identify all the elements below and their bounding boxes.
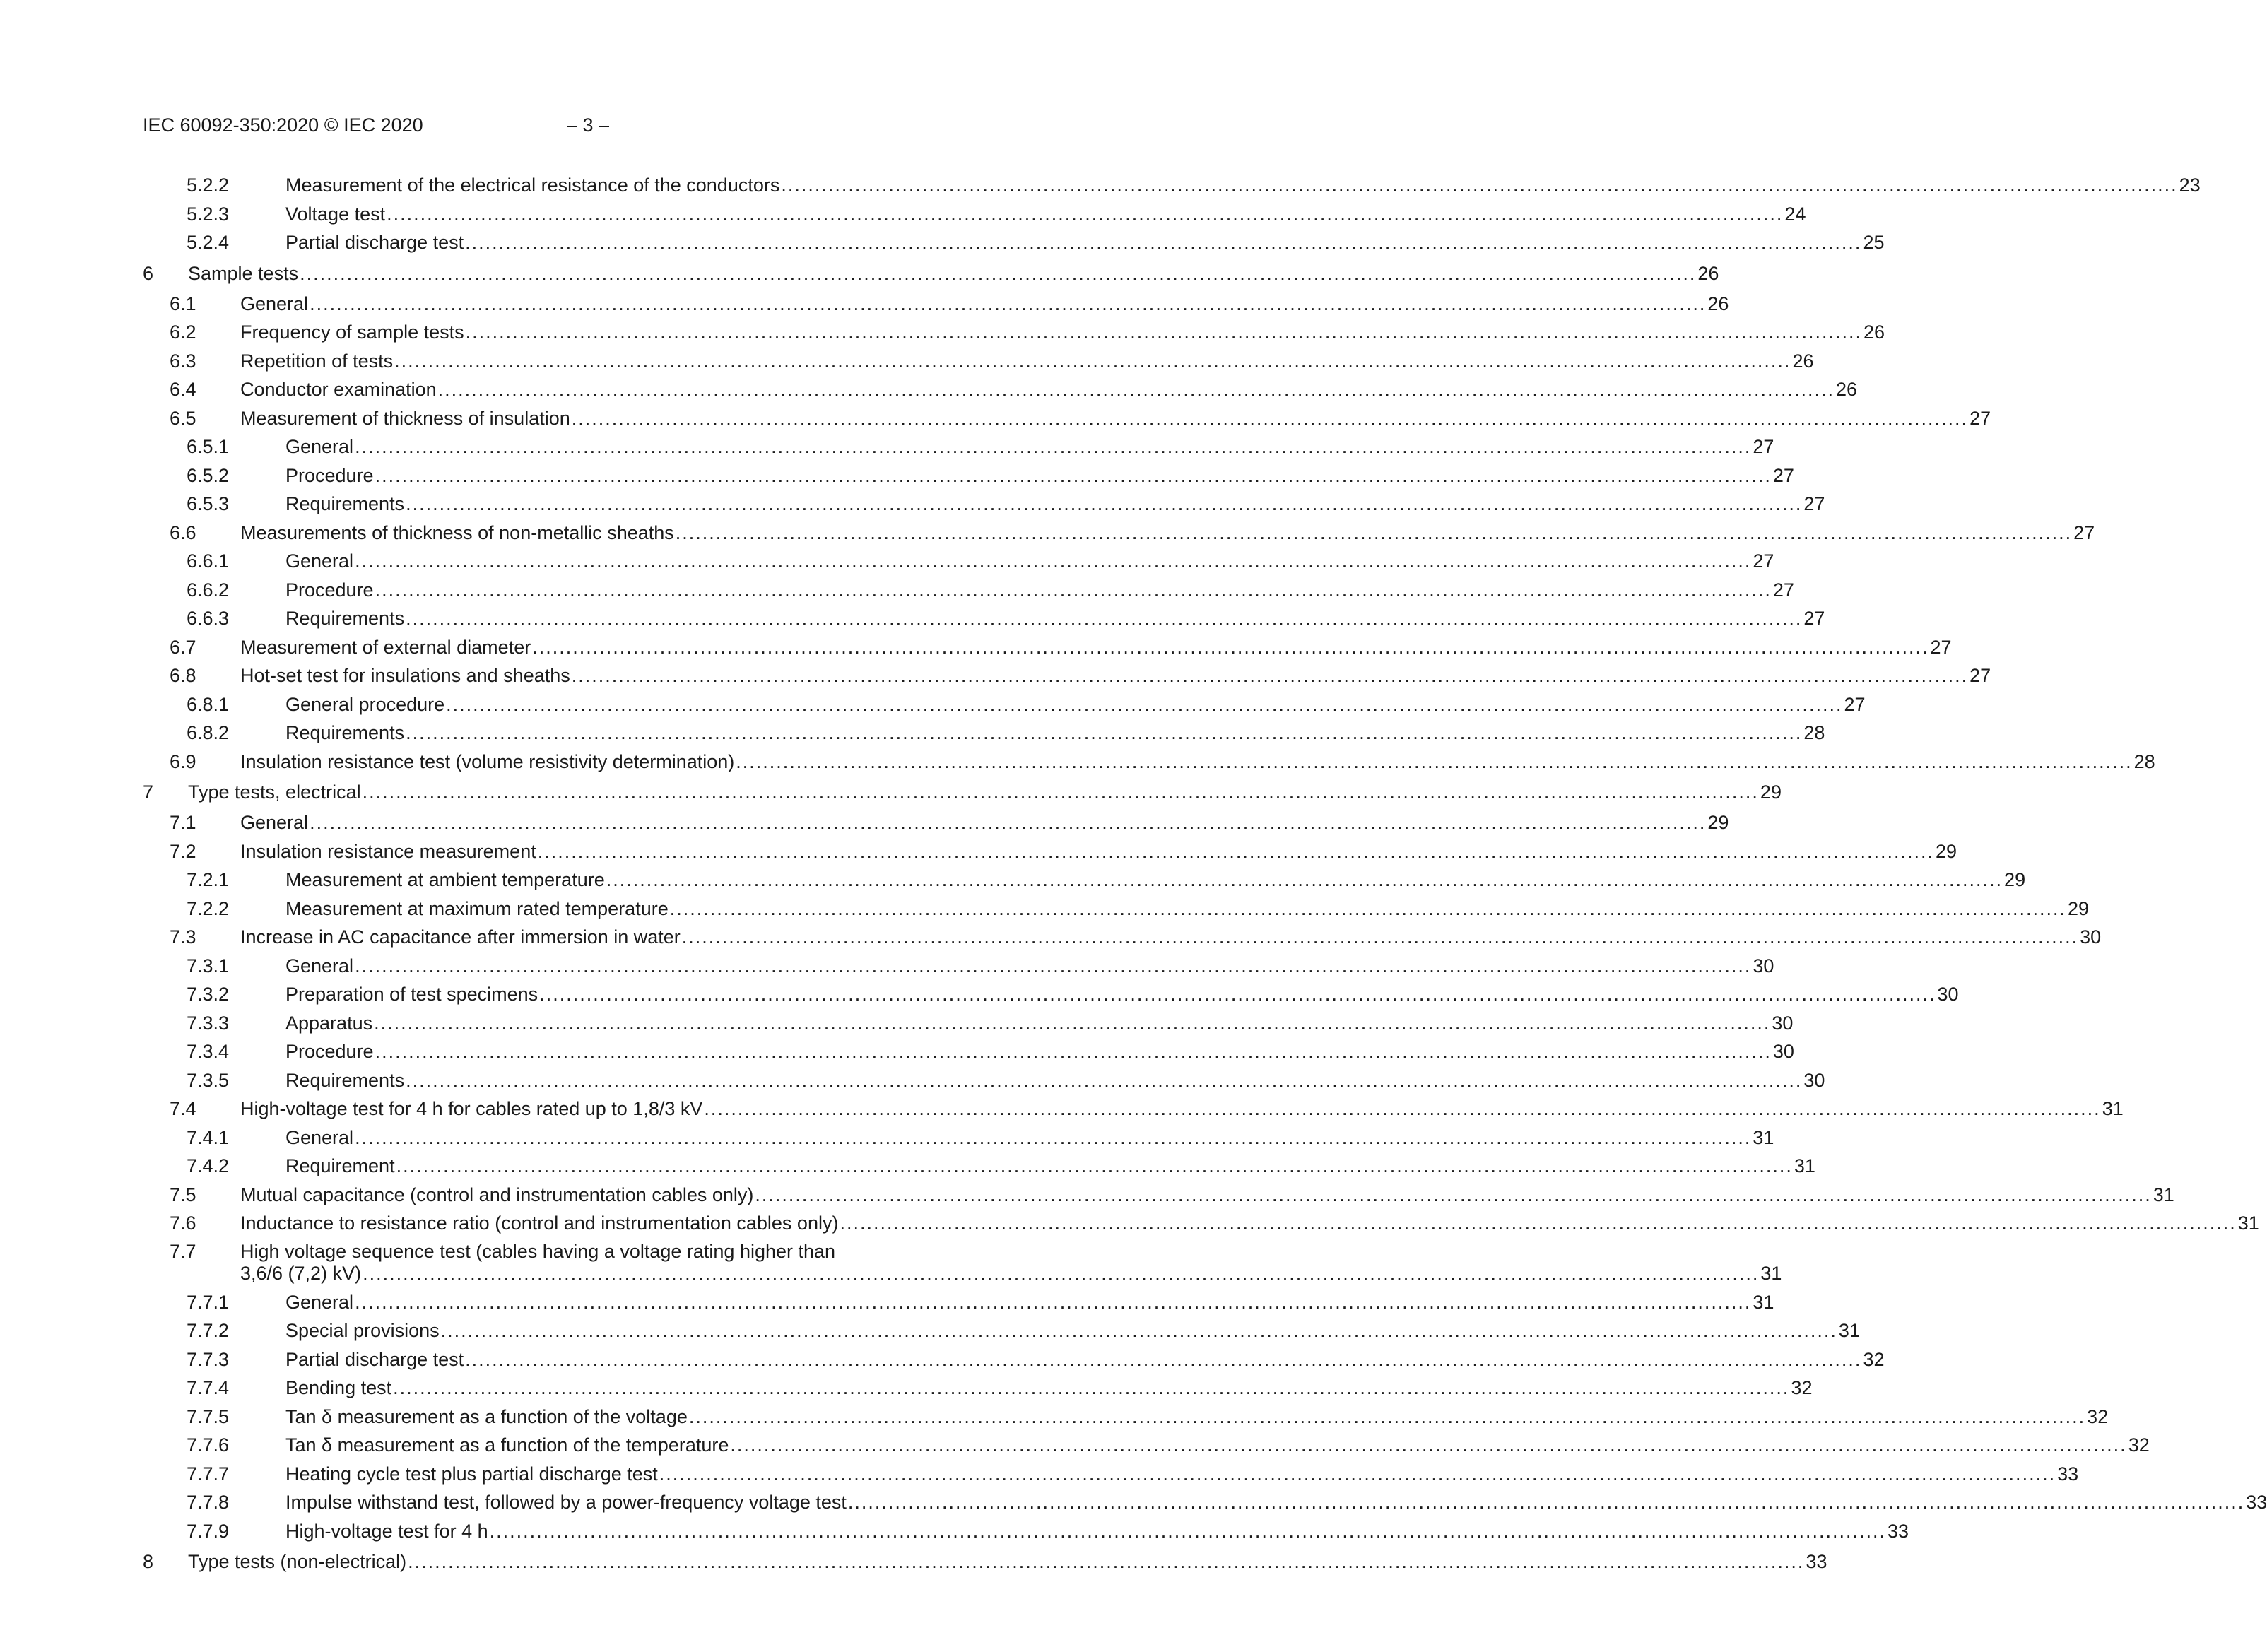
toc-entry-title: Type tests, electrical: [188, 781, 361, 803]
toc-entry-page: 26: [1792, 350, 1814, 372]
toc-entry[interactable]: [143, 1238, 1782, 1288]
dot-leader: [375, 576, 1772, 605]
toc-entry[interactable]: [143, 257, 1719, 290]
toc-entry[interactable]: [143, 1545, 1827, 1578]
dot-leader: [310, 808, 1706, 837]
toc-entry-page: 27: [1753, 550, 1774, 572]
toc-entry-title: Preparation of test specimens: [285, 984, 538, 1005]
toc-entry-title: Increase in AC capacitance after immersion in water: [240, 926, 681, 948]
toc-entry[interactable]: [143, 1403, 2109, 1432]
toc-entry-page: 27: [1803, 493, 1825, 514]
dot-leader: [572, 661, 1968, 690]
toc-entry[interactable]: [143, 1009, 1794, 1038]
toc-entry-title: Measurement at maximum rated temperature: [285, 897, 669, 919]
toc-entry-page: 26: [1835, 379, 1858, 400]
dot-leader: [670, 895, 2066, 924]
toc-entry-number: 6.5.3: [187, 493, 230, 514]
dot-leader: [659, 1460, 2056, 1489]
toc-entry-title: Sample tests: [188, 262, 299, 284]
toc-entry[interactable]: [143, 318, 1885, 347]
toc-entry-number: 6: [143, 262, 154, 284]
toc-entry-page: 27: [2073, 521, 2095, 543]
toc-entry[interactable]: [143, 661, 1991, 690]
toc-entry-page: 31: [2102, 1098, 2124, 1119]
toc-entry-number: 7.3.1: [187, 955, 230, 977]
toc-entry-page: 30: [1937, 984, 1959, 1005]
toc-entry-page: 30: [1772, 1041, 1794, 1062]
toc-entry-page: 27: [1969, 665, 1991, 686]
toc-entry-title: High-voltage test for 4 h: [285, 1520, 488, 1542]
toc-entry[interactable]: [143, 404, 1991, 433]
toc-entry-title: Requirements: [285, 493, 405, 514]
toc-entry-page: 27: [1772, 464, 1794, 486]
toc-entry[interactable]: [143, 895, 2090, 924]
dot-leader: [355, 547, 1751, 576]
toc-entry-number: 5.2.3: [187, 203, 230, 225]
document-id: IEC 60092-350:2020 © IEC 2020: [143, 114, 423, 136]
toc-entry-page: 31: [1838, 1320, 1860, 1341]
toc-entry[interactable]: [143, 808, 1729, 837]
toc-entry[interactable]: [143, 604, 1825, 633]
toc-entry-title: Partial discharge test: [285, 1348, 464, 1370]
toc-entry-title: High-voltage test for 4 h for cables rated up to 1,8/3 kV: [240, 1098, 703, 1119]
toc-entry-page: 26: [1697, 262, 1719, 284]
toc-entry-page: 33: [1806, 1551, 1827, 1572]
dot-leader: [465, 228, 1861, 257]
toc-entry[interactable]: [143, 1517, 1909, 1546]
toc-entry[interactable]: [143, 461, 1794, 490]
dot-leader: [396, 1152, 1793, 1181]
toc-entry-number: 6.7: [170, 636, 196, 658]
toc-entry-number: 7.3: [170, 926, 196, 948]
dot-leader: [466, 318, 1862, 347]
toc-entry[interactable]: [143, 1488, 2267, 1517]
toc-entry[interactable]: [143, 1431, 2150, 1460]
toc-entry-title: General: [285, 550, 354, 572]
dot-leader: [406, 604, 1802, 633]
dot-leader: [572, 404, 1968, 433]
toc-entry-title: Type tests (non-electrical): [188, 1551, 407, 1572]
dot-leader: [387, 200, 1783, 229]
toc-entry[interactable]: [143, 748, 2155, 777]
toc-entry-page: 27: [1930, 636, 1952, 658]
toc-entry-title: Apparatus: [285, 1012, 373, 1034]
toc-entry-title: General procedure: [285, 693, 445, 715]
toc-entry-page: 33: [2057, 1463, 2079, 1485]
toc-entry-number: 6.2: [170, 321, 196, 343]
toc-entry-page: 24: [1784, 203, 1806, 225]
toc-entry[interactable]: [143, 1181, 2174, 1210]
dot-leader: [682, 923, 2078, 952]
toc-entry[interactable]: [143, 952, 1774, 981]
toc-entry-title: Requirements: [285, 1069, 405, 1091]
toc-entry-page: 29: [2068, 897, 2090, 919]
toc-entry-number: 6.6: [170, 521, 196, 543]
toc-entry-number: 6.6.3: [187, 608, 230, 629]
toc-entry-number: 7.2: [170, 840, 196, 862]
dot-leader: [465, 1345, 1861, 1374]
toc-entry[interactable]: [143, 171, 2201, 200]
dot-leader: [363, 1263, 1759, 1285]
toc-entry-number: 7.7.2: [187, 1320, 230, 1341]
toc-entry[interactable]: [143, 837, 1957, 866]
toc-entry-page: 33: [2246, 1492, 2267, 1513]
toc-entry-number: 7.4.1: [187, 1126, 230, 1148]
toc-entry-number: 5.2.4: [187, 232, 230, 253]
toc-entry[interactable]: [143, 519, 2095, 548]
toc-entry[interactable]: [143, 1152, 1815, 1181]
toc-entry-title: Insulation resistance test (volume resistivity determination): [240, 750, 735, 772]
toc-entry-number: 7.7.9: [187, 1520, 230, 1542]
toc-entry-page: 29: [1760, 781, 1782, 803]
toc-entry[interactable]: [143, 690, 1866, 719]
toc-entry-title: Conductor examination: [240, 379, 437, 400]
dot-leader: [310, 290, 1706, 319]
toc-entry-page: 31: [1753, 1291, 1774, 1313]
toc-entry[interactable]: [143, 347, 1814, 376]
toc-entry-number: 6.3: [170, 350, 196, 372]
toc-entry-number: 8: [143, 1551, 154, 1572]
toc-entry-page: 26: [1863, 321, 1885, 343]
dot-leader: [355, 432, 1751, 461]
toc-entry-title: Measurement at ambient temperature: [285, 869, 605, 890]
toc-entry-title: Requirement: [285, 1155, 395, 1176]
dot-leader: [441, 1316, 1837, 1345]
toc-entry[interactable]: [143, 719, 1825, 748]
toc-entry[interactable]: [143, 1316, 1860, 1345]
toc-entry-page: 27: [1803, 608, 1825, 629]
toc-entry-title: General: [285, 1291, 354, 1313]
dot-leader: [736, 748, 2132, 777]
toc-entry[interactable]: [143, 923, 2102, 952]
toc-entry[interactable]: [143, 490, 1825, 519]
toc-entry[interactable]: [143, 1345, 1885, 1374]
toc-entry[interactable]: [143, 980, 1959, 1009]
toc-entry-number: 6.8.1: [187, 693, 230, 715]
toc-entry[interactable]: [143, 1374, 1813, 1403]
toc-entry-page: 32: [2128, 1434, 2150, 1456]
toc-entry[interactable]: [143, 866, 2026, 895]
toc-entry-title: Requirements: [285, 722, 405, 743]
toc-entry-number: 7.3.4: [187, 1041, 230, 1062]
toc-entry-number: 7.5: [170, 1184, 196, 1205]
dot-leader: [490, 1517, 1886, 1546]
toc-entry-number: 7.3.5: [187, 1069, 230, 1091]
toc-entry-title: Measurement of thickness of insulation: [240, 407, 570, 429]
toc-entry-page: 27: [1969, 407, 1991, 429]
toc-entry-number: 7.7.3: [187, 1348, 230, 1370]
toc-entry-title: Tan δ measurement as a function of the voltage: [285, 1405, 688, 1427]
toc-entry-number: 6.6.2: [187, 579, 230, 601]
toc-entry-title: Voltage test: [285, 203, 386, 225]
toc-entry-number: 6.4: [170, 379, 196, 400]
toc-entry-title: Measurement of external diameter: [240, 636, 531, 658]
toc-entry-number: 7.7: [170, 1240, 196, 1262]
toc-entry-number: 7: [143, 781, 154, 803]
toc-entry[interactable]: [143, 1037, 1794, 1066]
toc-entry-number: 7.7.6: [187, 1434, 230, 1456]
toc-entry-number: 7.4: [170, 1098, 196, 1119]
toc-entry-page: 30: [2080, 926, 2102, 948]
toc-entry-title: Partial discharge test: [285, 232, 464, 253]
toc-entry-number: 7.2.1: [187, 869, 230, 890]
dot-leader: [363, 776, 1759, 808]
toc-entry[interactable]: [143, 1288, 1774, 1317]
toc-entry-page: 31: [2153, 1184, 2174, 1205]
dot-leader: [730, 1431, 2126, 1460]
toc-entry-number: 7.1: [170, 812, 196, 833]
dot-leader: [300, 257, 1696, 290]
toc-entry-page: 25: [1863, 232, 1885, 253]
toc-entry-page: 28: [1803, 722, 1825, 743]
toc-entry-title: Tan δ measurement as a function of the temperature: [285, 1434, 729, 1456]
dot-leader: [446, 690, 1842, 719]
dot-leader: [438, 375, 1835, 404]
toc-entry[interactable]: [143, 200, 1806, 229]
dot-leader: [408, 1545, 1804, 1578]
dot-leader: [840, 1209, 2236, 1238]
toc-entry-title: Inductance to resistance ratio (control and instrumentation cables only): [240, 1213, 839, 1234]
toc-entry-number: 7.7.7: [187, 1463, 230, 1485]
dot-leader: [689, 1403, 2085, 1432]
dot-leader: [606, 866, 2003, 895]
toc-entry-number: 7.6: [170, 1213, 196, 1234]
toc-entry-number: 7.7.5: [187, 1405, 230, 1427]
toc-entry-page: 31: [1753, 1126, 1774, 1148]
toc-entry-number: 6.5.1: [187, 436, 230, 457]
page-number: – 3 –: [567, 114, 610, 136]
dot-leader: [355, 1123, 1751, 1152]
toc-entry-title: Hot-set test for insulations and sheaths: [240, 665, 570, 686]
dot-leader: [375, 1037, 1772, 1066]
toc-entry-page: 31: [1794, 1155, 1815, 1176]
toc-entry[interactable]: [143, 633, 1952, 662]
toc-entry-page: 30: [1753, 955, 1774, 977]
toc-entry-title: Repetition of tests: [240, 350, 394, 372]
dot-leader: [676, 519, 2072, 548]
toc-entry[interactable]: [143, 290, 1729, 319]
toc-entry-page: 31: [2237, 1213, 2259, 1234]
toc-entry-title: General: [240, 812, 309, 833]
toc-entry-number: 6.6.1: [187, 550, 230, 572]
toc-entry-page: 23: [2179, 175, 2201, 196]
dot-leader: [375, 461, 1772, 490]
dot-leader: [393, 1374, 1789, 1403]
toc-entry[interactable]: [143, 1209, 2259, 1238]
toc-entry[interactable]: [143, 1095, 2124, 1123]
toc-entry[interactable]: [143, 776, 1782, 808]
page-header: [143, 114, 1033, 140]
dot-leader: [755, 1181, 2151, 1210]
toc-entry-number: 7.7.8: [187, 1492, 230, 1513]
toc-entry-number: 7.3.2: [187, 984, 230, 1005]
toc-entry-page: 26: [1707, 293, 1729, 314]
toc-entry-number: 6.5: [170, 407, 196, 429]
toc-entry-title: Requirements: [285, 608, 405, 629]
toc-entry-title: General: [285, 955, 354, 977]
toc-entry[interactable]: [143, 1066, 1825, 1095]
toc-entry[interactable]: [143, 1460, 2079, 1489]
toc-entry-page: 30: [1803, 1069, 1825, 1091]
dot-leader: [704, 1095, 2100, 1123]
toc-entry-number: 6.8.2: [187, 722, 230, 743]
toc-entry-page: 32: [2087, 1405, 2109, 1427]
dot-leader: [532, 633, 1929, 662]
dot-leader: [538, 837, 1934, 866]
toc-entry-page: 27: [1844, 693, 1866, 715]
toc-entry-page: 31: [1760, 1262, 1782, 1284]
toc-entry-title: Special provisions: [285, 1320, 440, 1341]
toc-entry[interactable]: [143, 576, 1794, 605]
toc-entry-title: Bending test: [285, 1377, 392, 1398]
dot-leader: [394, 347, 1791, 376]
toc-entry-title: Impulse withstand test, followed by a power-frequency voltage test: [285, 1492, 847, 1513]
dot-leader: [539, 980, 1936, 1009]
toc-entry-number: 6.8: [170, 665, 196, 686]
toc-entry-number: 7.3.3: [187, 1012, 230, 1034]
toc-entry[interactable]: [143, 547, 1774, 576]
toc-entry-page: 29: [1936, 840, 1957, 862]
table-of-contents: [143, 171, 2267, 1578]
toc-entry-page: 30: [1772, 1012, 1794, 1034]
toc-entry-title: Procedure: [285, 579, 374, 601]
toc-entry-title: Procedure: [285, 1041, 374, 1062]
toc-entry-title: Frequency of sample tests: [240, 321, 464, 343]
toc-entry[interactable]: [143, 432, 1774, 461]
dot-leader: [355, 1288, 1751, 1317]
toc-entry-title: Heating cycle test plus partial discharge test: [285, 1463, 658, 1485]
toc-entry-number: 7.2.2: [187, 897, 230, 919]
toc-entry[interactable]: [143, 228, 1885, 257]
toc-entry-title: Mutual capacitance (control and instrumentation cables only): [240, 1184, 754, 1205]
toc-entry-title: Measurement of the electrical resistance of the conductors: [285, 175, 780, 196]
toc-entry[interactable]: [143, 375, 1858, 404]
toc-entry-number: 7.7.4: [187, 1377, 230, 1398]
dot-leader: [781, 171, 2177, 200]
toc-entry-title-continued: 3,6/6 (7,2) kV): [240, 1262, 362, 1284]
toc-entry-title: Insulation resistance measurement: [240, 840, 536, 862]
toc-entry-page: 32: [1863, 1348, 1885, 1370]
toc-entry-title: High voltage sequence test (cables having a voltage rating higher than: [240, 1240, 836, 1262]
toc-entry-page: 27: [1772, 579, 1794, 601]
toc-entry-number: 6.1: [170, 293, 196, 314]
toc-entry-number: 7.7.1: [187, 1291, 230, 1313]
toc-entry-page: 29: [1707, 812, 1729, 833]
dot-leader: [406, 719, 1802, 748]
toc-entry-number: 6.5.2: [187, 464, 230, 486]
dot-leader: [374, 1009, 1770, 1038]
toc-entry-title: Measurements of thickness of non-metallic sheaths: [240, 521, 674, 543]
toc-entry[interactable]: [143, 1123, 1774, 1152]
toc-entry-number: 5.2.2: [187, 175, 230, 196]
toc-entry-page: 28: [2133, 750, 2155, 772]
dot-leader: [406, 1066, 1802, 1095]
dot-leader: [355, 952, 1751, 981]
toc-entry-title: General: [285, 436, 354, 457]
toc-entry-page: 27: [1753, 436, 1774, 457]
dot-leader: [848, 1488, 2244, 1517]
toc-entry-title: General: [240, 293, 309, 314]
toc-entry-title: General: [285, 1126, 354, 1148]
toc-entry-page: 33: [1887, 1520, 1909, 1542]
dot-leader: [406, 490, 1802, 519]
toc-entry-number: 6.9: [170, 750, 196, 772]
toc-entry-title: Procedure: [285, 464, 374, 486]
toc-entry-number: 7.4.2: [187, 1155, 230, 1176]
toc-entry-page: 32: [1791, 1377, 1813, 1398]
toc-entry-page: 29: [2004, 869, 2026, 890]
